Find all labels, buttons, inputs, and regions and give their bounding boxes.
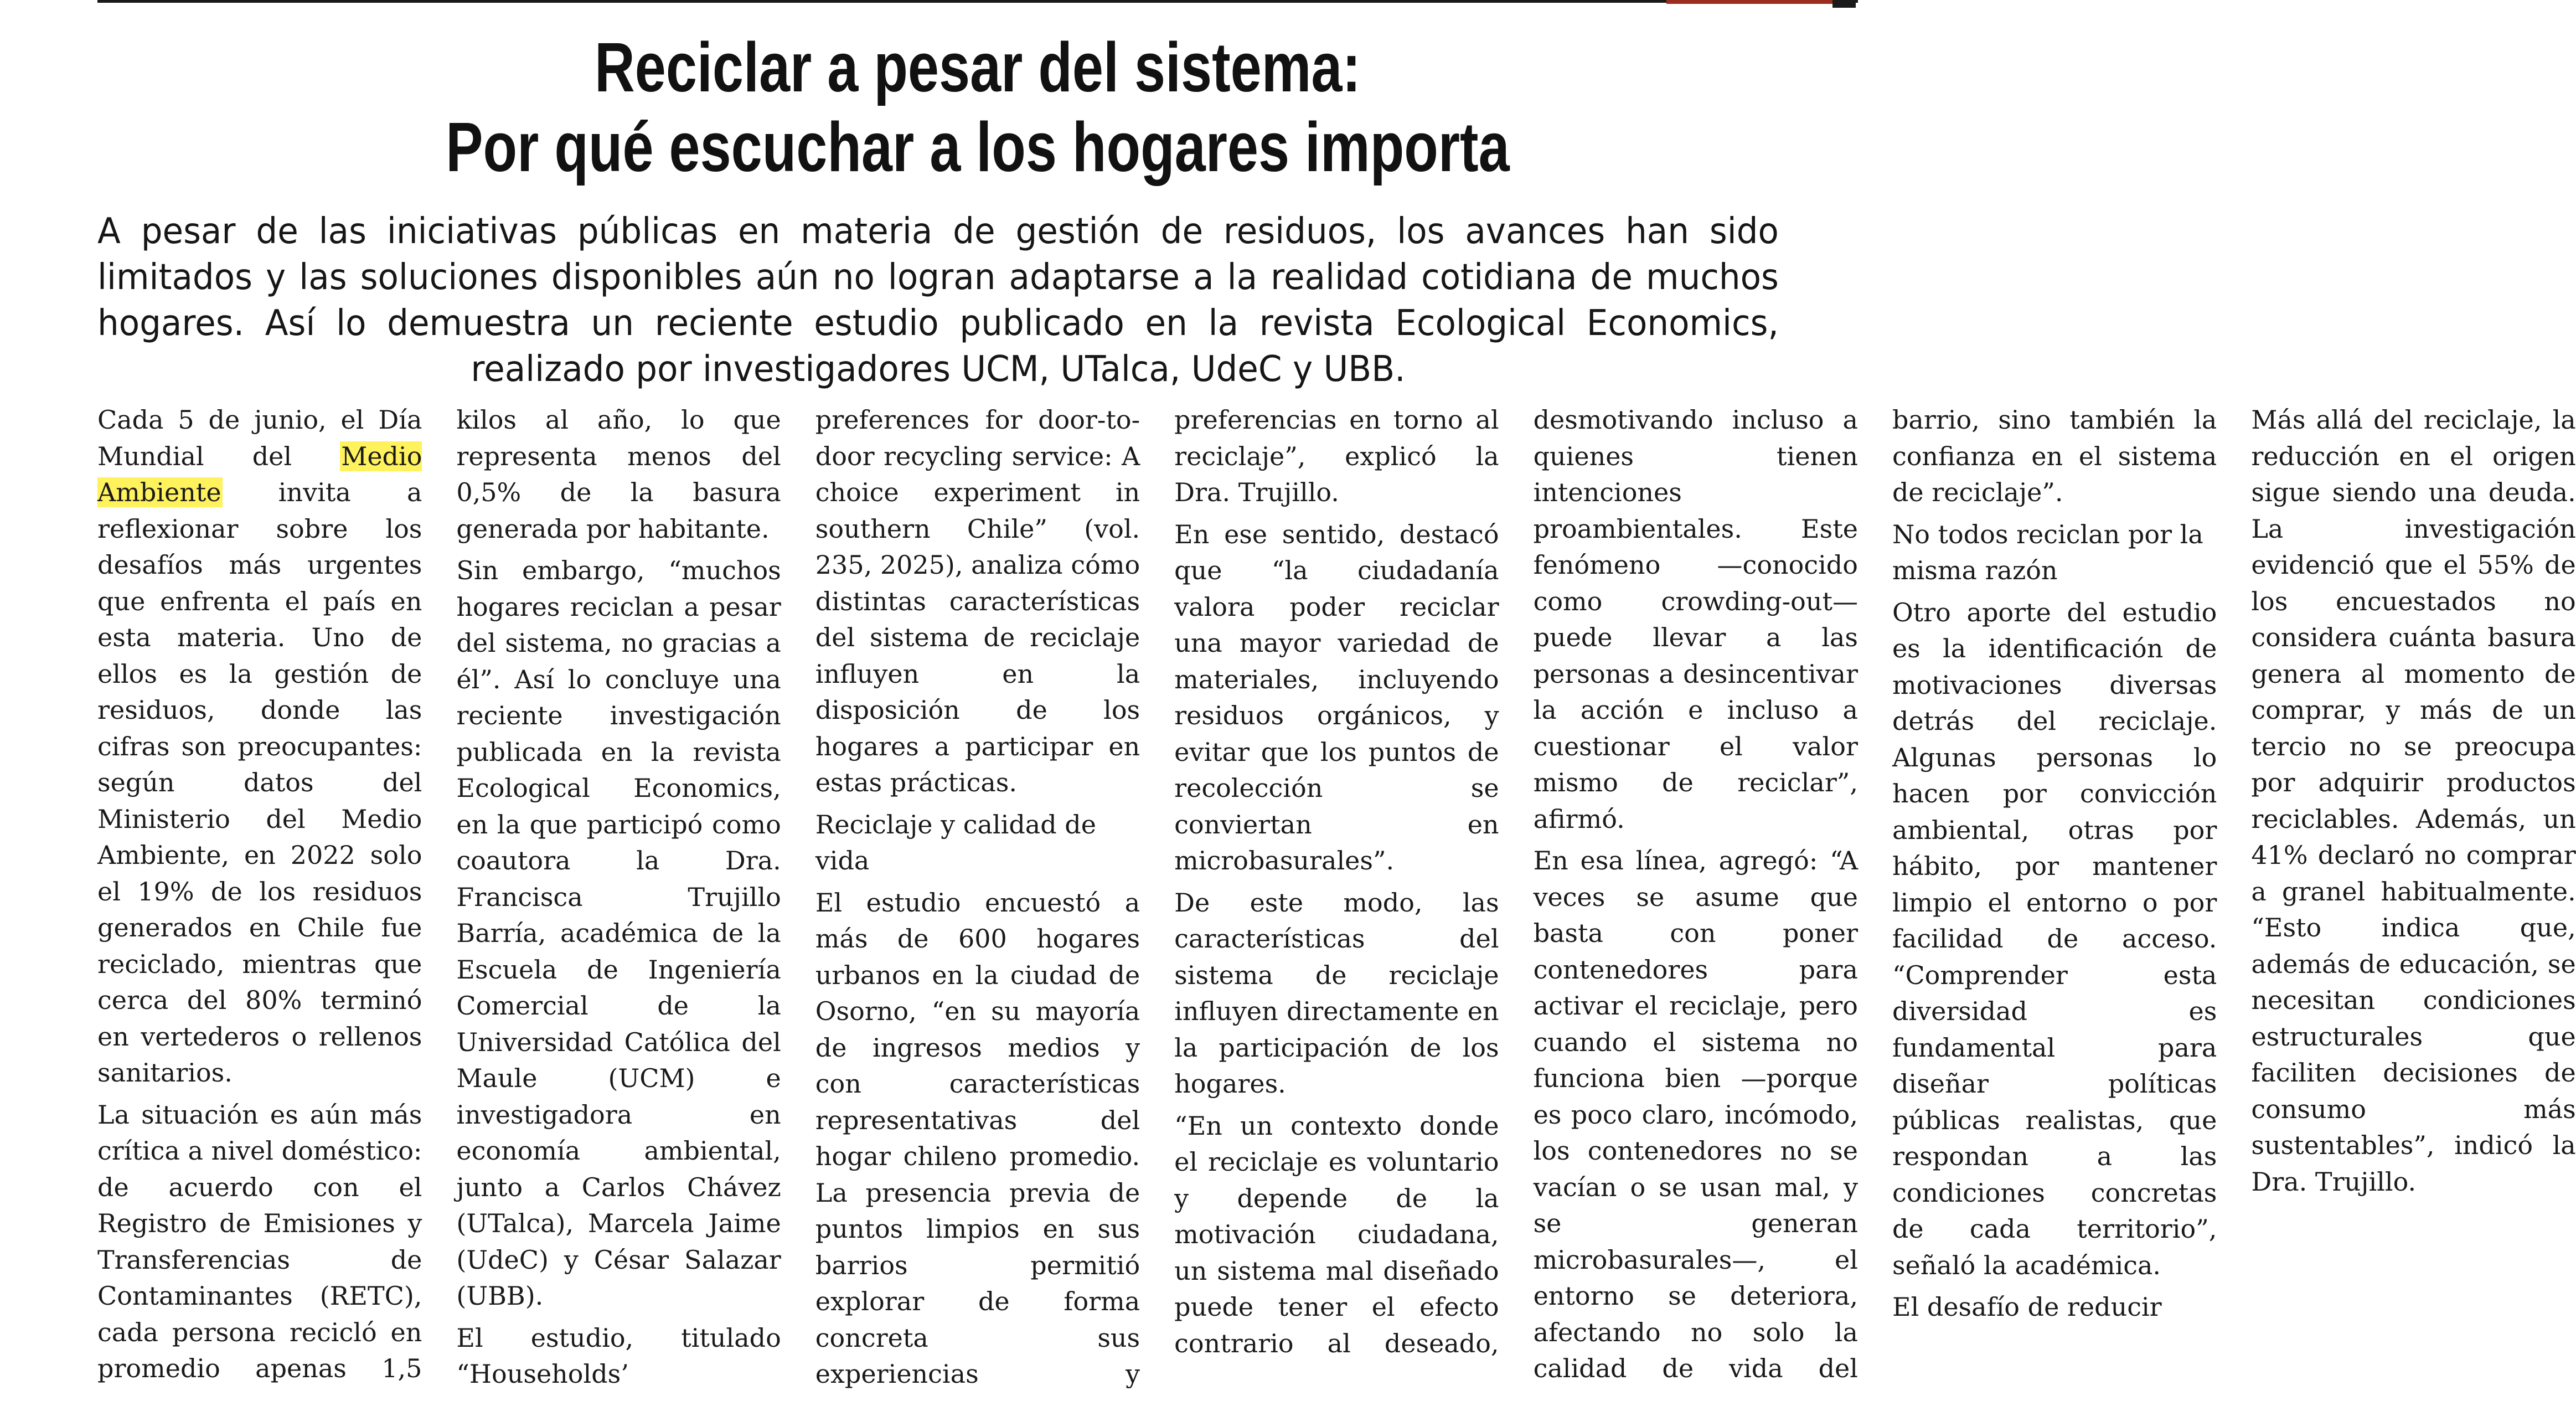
- headline-line-2: Por qué escuchar a los hogares importa: [446, 108, 1510, 186]
- headline-line-1: Reciclar a pesar del sistema:: [595, 28, 1361, 106]
- paragraph-1-start: Cada 5 de junio, el Día Mundial del: [97, 405, 422, 471]
- article-body: [97, 402, 2576, 1393]
- highlighted-text: Medio Ambiente: [97, 441, 422, 507]
- paragraph-2: La situación es aún más crítica a nivel doméstico: de acuerdo con el Registro de Emisiones y Transferencias de Contaminantes (RETC), cada persona recicló en promedio apenas 1,5 kilos al año, lo que representa menos del 0,5% de la basura generada por habitante.: [97, 405, 781, 1383]
- paragraph-4: El estudio, titulado “Households’ preferences for door-to-door recycling service: A choice experiment in southern Chile” (vol. 235, 2025), analiza cómo distintas características del sistema de reciclaje influyen en la disposición de los hogares a participar en estas prácticas.: [456, 405, 1140, 1389]
- subheading-desafio-reducir: El desafío de reducir: [1892, 1292, 2162, 1322]
- paragraph-5: El estudio encuestó a más de 600 hogares urbanos en la ciudad de Osorno, “en su mayoría de ingresos medios y con características representativas del hogar chileno promedio. La presencia previa de puntos limpios en sus barrios permitió explorar de forma concreta sus experiencias y preferencias en torno al reciclaje”, explicó la Dra. Trujillo.: [815, 405, 1499, 1389]
- paragraph-3: Sin embargo, “muchos hogares reciclan a pesar del sistema, no gracias a él”. Así lo concluye una reciente investigación publicada en la revista Ecological Economics, en la que participó como coautora la Dra. Francisca Trujillo Barría, académica de la Escuela de Ingeniería Comercial de la Universidad Católica del Maule (UCM) e investigadora en economía ambiental, junto a Carlos Chávez (UTalca), Marcela Jaime (UdeC) y César Salazar (UBB).: [456, 555, 781, 1311]
- page-corner-mark: [1832, 0, 1856, 8]
- deck-subheading: A pesar de las iniciativas públicas en materia de gestión de residuos, los avances han sido limitados y las soluciones disponibles aún no logran adaptarse a la realidad cotidiana de muchos hogares. Así lo demuestra un reciente estudio publicado en la revista Ecological Economics, realizado por investigadores UCM, UTalca, UdeC y UBB.: [97, 211, 1779, 390]
- paragraph-11: Más allá del reciclaje, la reducción en el origen sigue siendo una deuda. La investigación evidenció que el 55% de los encuestados no considera cuánta basura genera al momento de comprar, y más de un tercio no se preocupa por adquirir productos reciclables. Además, un 41% declaró no comprar a granel habitualmente. “Esto indica que, además de educación, se necesitan condiciones estructurales que faciliten decisiones de consumo más sustentables”, indicó la Dra. Trujillo.: [2251, 405, 2576, 1197]
- paragraph-6: En ese sentido, destacó que “la ciudadanía valora poder reciclar una mayor variedad de materiales, incluyendo residuos orgánicos, y evitar que los puntos de recolección se conviertan en microbasurales”.: [1174, 519, 1499, 876]
- section-color-bar: [1666, 0, 1832, 4]
- paragraph-7: De este modo, las características del sistema de reciclaje influyen directamente en la participación de los hogares.: [1174, 887, 1499, 1099]
- subheading-reciclaje-calidad-vida: Reciclaje y calidad de vida: [815, 809, 1096, 876]
- paragraph-9: En esa línea, agregó: “A veces se asume que basta con poner contenedores para activar el reciclaje, pero cuando el sistema no funciona bien —porque es poco claro, incómodo, los contenedores no se vacían o se usan mal, y se generan microbasurales—, el entorno se deteriora, afectando no solo la calidad de vida del barrio, sino también la confianza en el sistema de reciclaje”.: [1533, 405, 2217, 1383]
- headline: [273, 28, 1682, 187]
- paragraph-10: Otro aporte del estudio es la identificación de motivaciones diversas detrás del reciclaje. Algunas personas lo hacen por convicción ambiental, otras por hábito, por mantener limpio el entorno o por facilidad de acceso. “Comprender esta diversidad es fundamental para diseñar políticas públicas realistas, que respondan a las condiciones concretas de cada territorio”, señaló la académica.: [1892, 597, 2217, 1280]
- subheading-motivaciones: No todos reciclan por la misma razón: [1892, 519, 2203, 585]
- top-rule: [97, 0, 1858, 3]
- paragraph-1-end: invita a reflexionar sobre los desafíos más urgentes que enfrenta el país en esta materia. Uno de ellos es la gestión de residuos, donde las cifras son preocupantes: según datos del Ministerio del Medio Ambiente, en 2022 solo el 19% de los residuos generados en Chile fue reciclado, mientras que cerca del 80% terminó en vertederos o rellenos sanitarios.: [97, 477, 422, 1088]
- paragraph-1: [97, 402, 422, 1091]
- paragraph-8: “En un contexto donde el reciclaje es voluntario y depende de la motivación ciudadana, un sistema mal diseñado puede tener el efecto contrario al deseado, desmotivando incluso a quienes tienen intenciones proambientales. Este fenómeno —conocido como crowding-out— puede llevar a las personas a desincentivar la acción e incluso a cuestionar el valor mismo de reciclar”, afirmó.: [1174, 405, 1858, 1358]
